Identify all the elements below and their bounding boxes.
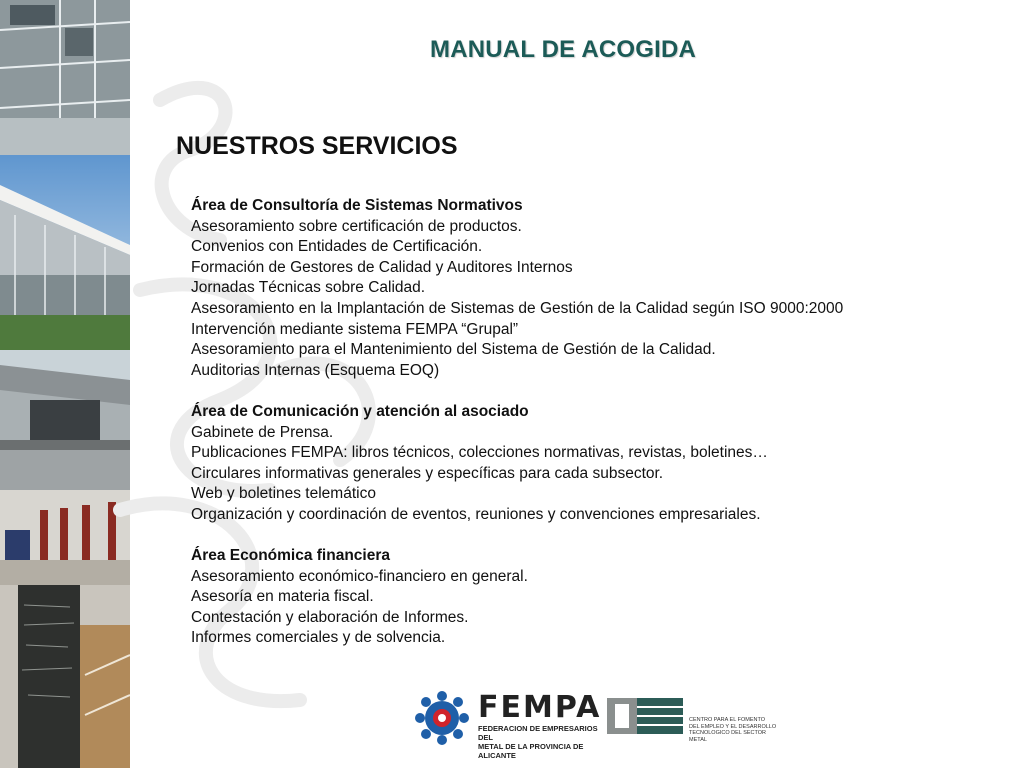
cemt-emblem-icon xyxy=(607,696,687,736)
service-item: Asesoramiento sobre certificación de productos. xyxy=(191,217,522,235)
service-item: Asesoramiento en la Implantación de Sistemas de Gestión de la Calidad según ISO 9000:2000 xyxy=(191,299,844,317)
service-item: Circulares informativas generales y específicas para cada subsector. xyxy=(191,464,664,482)
architecture-photo-strip xyxy=(0,0,130,768)
service-area-economica xyxy=(191,546,971,649)
fempa-gear-icon xyxy=(414,690,470,746)
service-item: Contestación y elaboración de Informes. xyxy=(191,608,469,626)
service-item: Informes comerciales y de solvencia. xyxy=(191,629,446,647)
service-item: Jornadas Técnicas sobre Calidad. xyxy=(191,279,426,297)
service-item: Formación de Gestores de Calidad y Auditores Internos xyxy=(191,258,573,276)
service-item: Intervención mediante sistema FEMPA “Grupal” xyxy=(191,320,519,338)
glass-building-photo xyxy=(0,0,130,155)
fempa-subtitle-line: METAL DE LA PROVINCIA DE ALICANTE xyxy=(478,742,584,760)
service-item: Organización y coordinación de eventos, reuniones y convenciones empresariales. xyxy=(191,505,761,523)
cemt-subtitle-line: TECNOLOGICO DEL SECTOR METAL xyxy=(689,730,767,743)
service-item: Gabinete de Prensa. xyxy=(191,423,334,441)
service-item: Auditorias Internas (Esquema EOQ) xyxy=(191,361,440,379)
service-area-heading: Área de Consultoría de Sistemas Normativos xyxy=(191,197,523,214)
cemt-subtitle-line: DEL EMPLEO Y EL DESARROLLO xyxy=(689,723,777,730)
service-item: Asesoría en materia fiscal. xyxy=(191,588,374,606)
cemt-logo xyxy=(607,696,777,743)
fempa-subtitle xyxy=(478,724,600,760)
service-area-heading: Área de Comunicación y atención al asociado xyxy=(191,402,529,420)
concrete-building-photo xyxy=(0,350,130,450)
service-item: Asesoramiento para el Mantenimiento del Sistema de Gestión de la Calidad. xyxy=(191,341,716,359)
cemt-subtitle-line: CENTRO PARA EL FOMENTO xyxy=(689,717,765,723)
service-item: Web y boletines telemático xyxy=(191,485,376,503)
services-content xyxy=(191,196,971,670)
fempa-subtitle-line: FEDERACION DE EMPRESARIOS DEL xyxy=(478,724,598,742)
chalkboard-wall-photo xyxy=(0,585,130,768)
service-area-consultoria xyxy=(191,196,971,381)
cemt-subtitle xyxy=(689,717,777,743)
fempa-logo xyxy=(414,688,602,760)
fempa-wordmark: FEMPA xyxy=(478,690,602,725)
service-item: Asesoramiento económico-financiero en general. xyxy=(191,567,528,585)
service-area-comunicacion xyxy=(191,402,971,526)
workshop-interior-photo xyxy=(0,450,130,585)
service-item: Publicaciones FEMPA: libros técnicos, colecciones normativas, revistas, boletines… xyxy=(191,444,768,462)
service-item: Convenios con Entidades de Certificación. xyxy=(191,238,483,256)
service-area-heading: Área Económica financiera xyxy=(191,547,390,565)
document-title: MANUAL DE ACOGIDA xyxy=(430,36,697,63)
canopy-building-photo xyxy=(0,155,130,350)
section-title: NUESTROS SERVICIOS xyxy=(176,132,458,160)
